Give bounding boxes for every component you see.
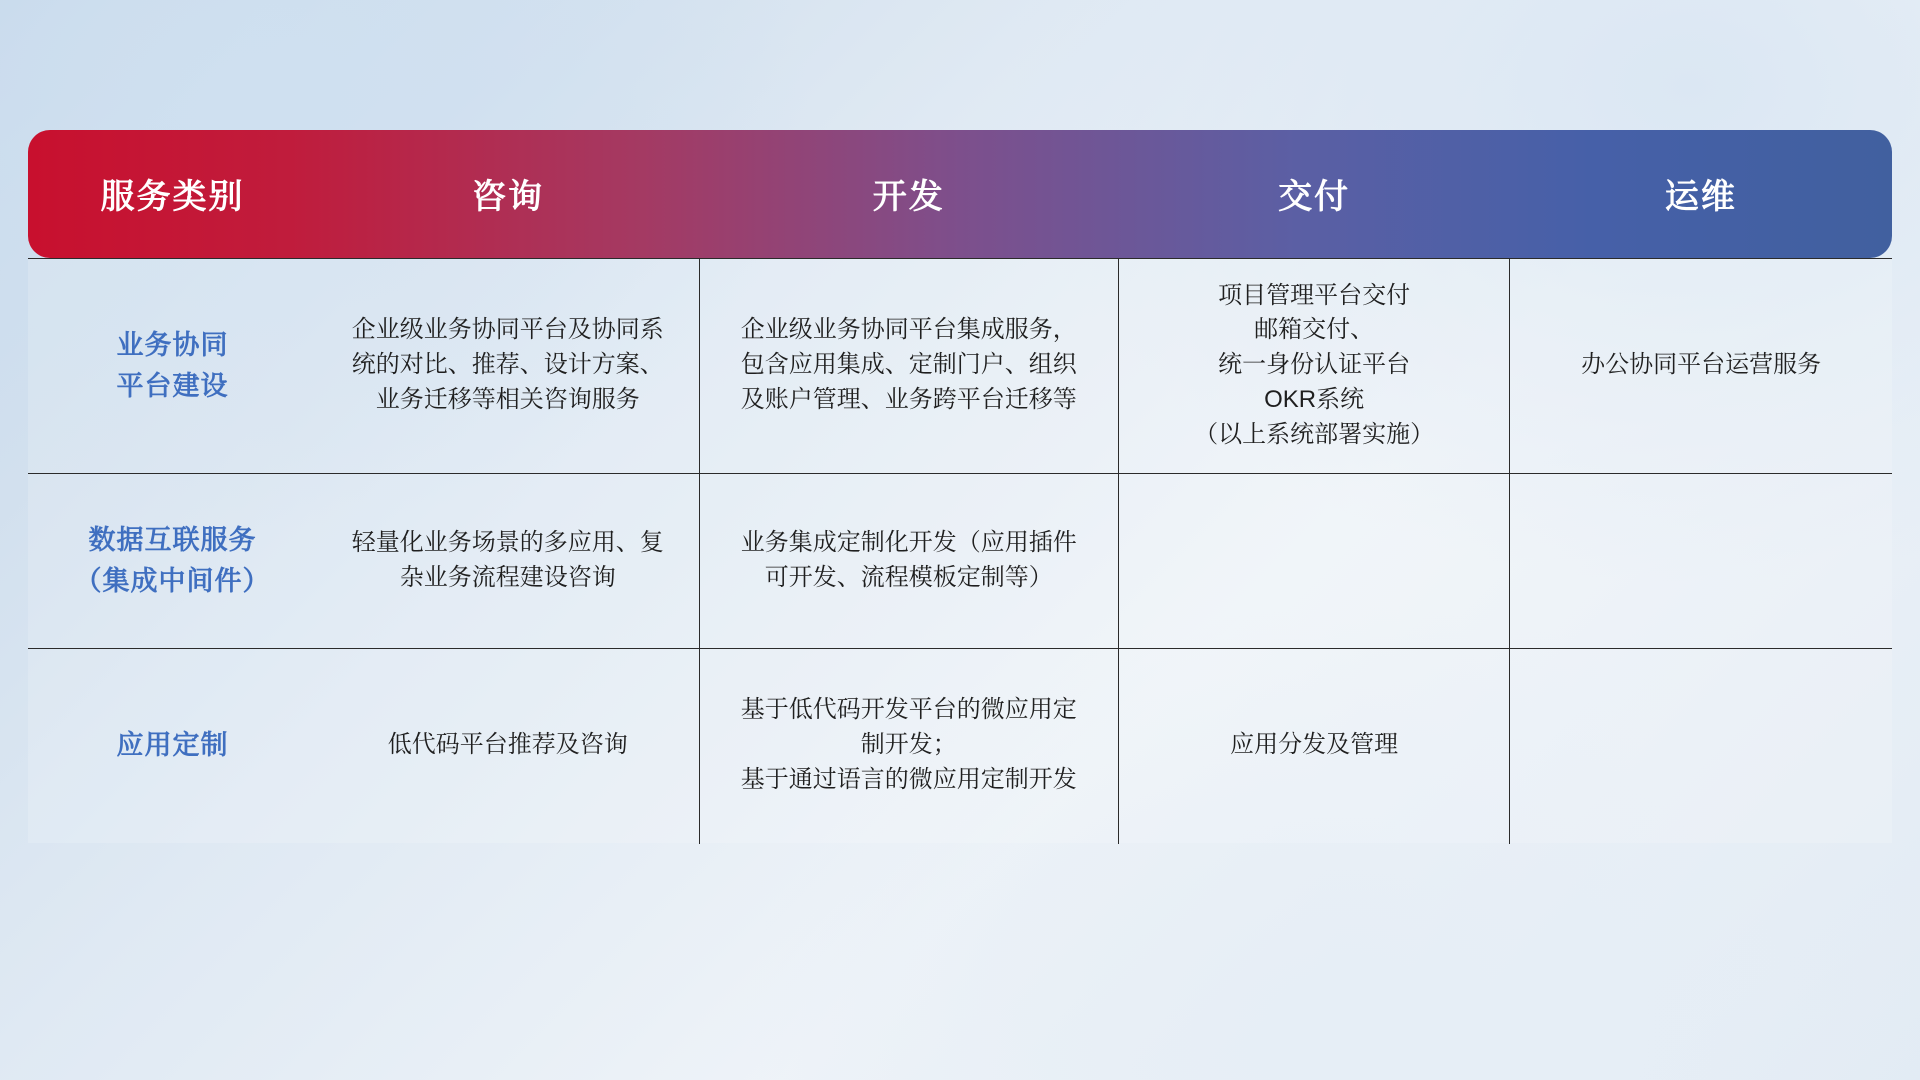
cell-consulting-row3: 低代码平台推荐及咨询 — [317, 648, 699, 843]
cell-category-row1: 业务协同 平台建设 — [28, 258, 317, 473]
column-header-consulting: 咨询 — [471, 178, 544, 217]
cell-consulting-row1: 企业级业务协同平台及协同系 统的对比、推荐、设计方案、 业务迁移等相关咨询服务 — [317, 258, 699, 473]
table-row — [28, 648, 1892, 843]
cell-development-row3: 基于低代码开发平台的微应用定 制开发； 基于通过语言的微应用定制开发 — [699, 648, 1118, 843]
cell-delivery-row3: 应用分发及管理 — [1118, 648, 1509, 843]
table-header-row — [28, 130, 1892, 258]
cell-development-row1: 企业级业务协同平台集成服务， 包含应用集成、定制门户、组织 及账户管理、业务跨平台迁移等 — [699, 258, 1118, 473]
cell-delivery-row2 — [1118, 473, 1509, 648]
column-header-delivery: 交付 — [1278, 178, 1351, 217]
table-body — [28, 258, 1892, 843]
cell-consulting-row2: 轻量化业务场景的多应用、复 杂业务流程建设咨询 — [317, 473, 699, 648]
service-matrix-table-wrapper — [28, 130, 1892, 844]
table-row — [28, 473, 1892, 648]
cell-operations-row3 — [1510, 648, 1892, 843]
column-header-category: 服务类别 — [100, 178, 245, 217]
column-header-operations: 运维 — [1664, 178, 1737, 217]
cell-operations-row2 — [1510, 473, 1892, 648]
cell-category-row3: 应用定制 — [28, 648, 317, 843]
cell-development-row2: 业务集成定制化开发（应用插件 可开发、流程模板定制等） — [699, 473, 1118, 648]
table-header — [28, 130, 1892, 258]
table-row — [28, 258, 1892, 473]
cell-category-row2: 数据互联服务 （集成中间件） — [28, 473, 317, 648]
cell-delivery-row1: 项目管理平台交付 邮箱交付、 统一身份认证平台 OKR系统 （以上系统部署实施） — [1118, 258, 1509, 473]
cell-operations-row1: 办公协同平台运营服务 — [1510, 258, 1892, 473]
service-matrix-table — [28, 130, 1892, 844]
column-header-development: 开发 — [872, 178, 945, 217]
